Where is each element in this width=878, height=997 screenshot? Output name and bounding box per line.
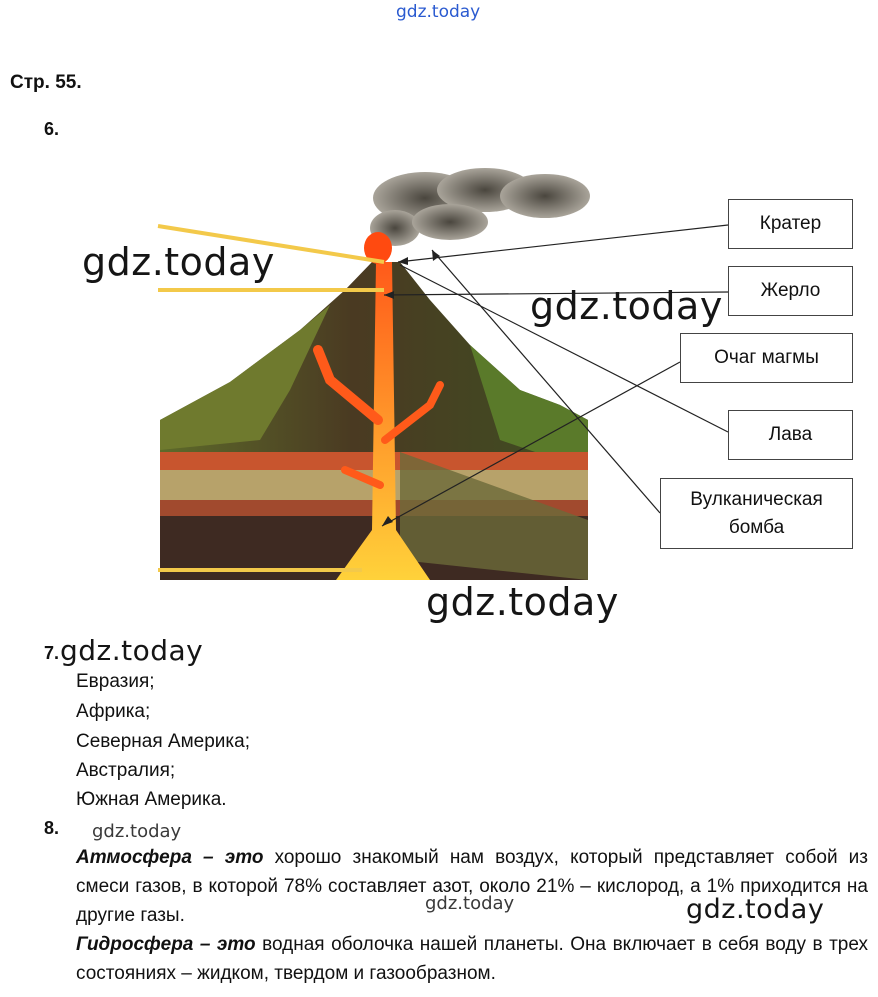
list-item: Евразия; — [76, 671, 155, 692]
hydrosphere-paragraph — [76, 930, 868, 988]
task-8-number: 8. — [44, 818, 60, 838]
watermark-2: gdz.today — [530, 284, 723, 328]
top-watermark: gdz.today — [396, 2, 481, 22]
list-item: Южная Америка. — [76, 789, 227, 810]
label-vent: Жерло — [728, 266, 853, 316]
list-item: Австралия; — [76, 760, 176, 781]
label-volcanic-bomb-line1: Вулканическая — [690, 488, 823, 510]
atmosphere-text: хорошо знакомый нам воздух, который представляет собой из смеси газов, в которой 78% составляет азот, около 21% – кислород, а 1% приходится на другие газы. — [76, 847, 869, 926]
watermark-6: gdz.today — [425, 893, 515, 914]
watermark-3: gdz.today — [426, 580, 619, 624]
list-item: Северная Америка; — [76, 731, 250, 752]
hydrosphere-term: Гидросфера – это — [76, 934, 256, 955]
hydrosphere-text: водная оболочка нашей планеты. Она включает в себя воду в трех состояниях – жидком, твердом и газообразном. — [76, 934, 868, 984]
page-number: Стр. 55. — [10, 72, 82, 93]
watermark-1: gdz.today — [82, 240, 275, 284]
list-item: Африка; — [76, 701, 151, 722]
label-lava: Лава — [728, 410, 853, 460]
task-7-number: 7. — [44, 643, 60, 663]
smoke-cloud — [370, 168, 590, 246]
label-volcanic-bomb — [660, 478, 853, 549]
label-volcanic-bomb-line2: бомба — [728, 516, 785, 538]
watermark-4: gdz.today — [60, 634, 204, 667]
label-magma-chamber: Очаг магмы — [680, 333, 853, 383]
watermark-7: gdz.today — [686, 894, 825, 925]
atmosphere-term: Атмосфера – это — [76, 847, 264, 868]
label-crater: Кратер — [728, 199, 853, 249]
watermark-5: gdz.today — [92, 821, 182, 842]
task-6-number: 6. — [44, 119, 60, 139]
